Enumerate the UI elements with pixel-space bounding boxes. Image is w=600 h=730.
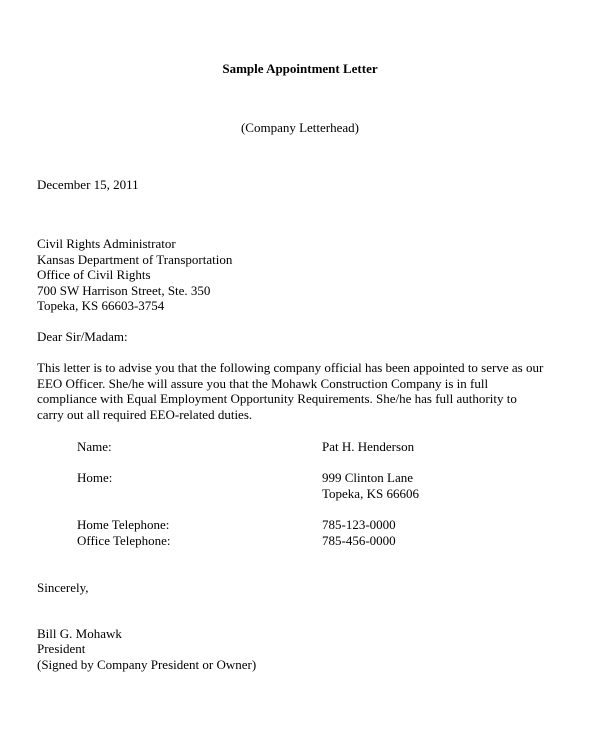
letter-date: December 15, 2011 [37,177,139,192]
signature-line: President [37,641,86,656]
recipient-line: Civil Rights Administrator [37,236,176,251]
name-label: Name: [77,439,112,454]
home-telephone-label: Home Telephone: [77,517,170,532]
name-value: Pat H. Henderson [322,439,415,454]
letter-title: Sample Appointment Letter [222,61,378,76]
letterhead-placeholder: (Company Letterhead) [240,120,360,135]
body-paragraph [37,360,567,422]
office-telephone-label: Office Telephone: [77,533,171,548]
signature-line: (Signed by Company President or Owner) [37,657,257,672]
body-line: carry out all required EEO-related duties. [37,406,253,422]
recipient-line: Kansas Department of Transportation [37,252,233,267]
home-label: Home: [77,470,113,485]
signature-line: Bill G. Mohawk [37,626,122,641]
body-line: compliance with Equal Employment Opportunity Requirements. She/he has full authority to [37,391,517,406]
salutation: Dear Sir/Madam: [37,329,128,344]
recipient-line: 700 SW Harrison Street, Ste. 350 [37,283,211,298]
home-address-line: Topeka, KS 66606 [322,486,419,501]
home-telephone-value: 785-123-0000 [322,517,396,532]
body-line: This letter is to advise you that the following company official has been appointed to serve as our [37,360,544,375]
recipient-line: Topeka, KS 66603-3754 [37,298,165,313]
body-line: EEO Officer. She/he will assure you that the Mohawk Construction Company is in full [37,375,489,391]
closing: Sincerely, [37,580,89,595]
recipient-line: Office of Civil Rights [37,267,151,282]
home-address-line: 999 Clinton Lane [322,470,413,485]
office-telephone-value: 785-456-0000 [322,533,396,548]
